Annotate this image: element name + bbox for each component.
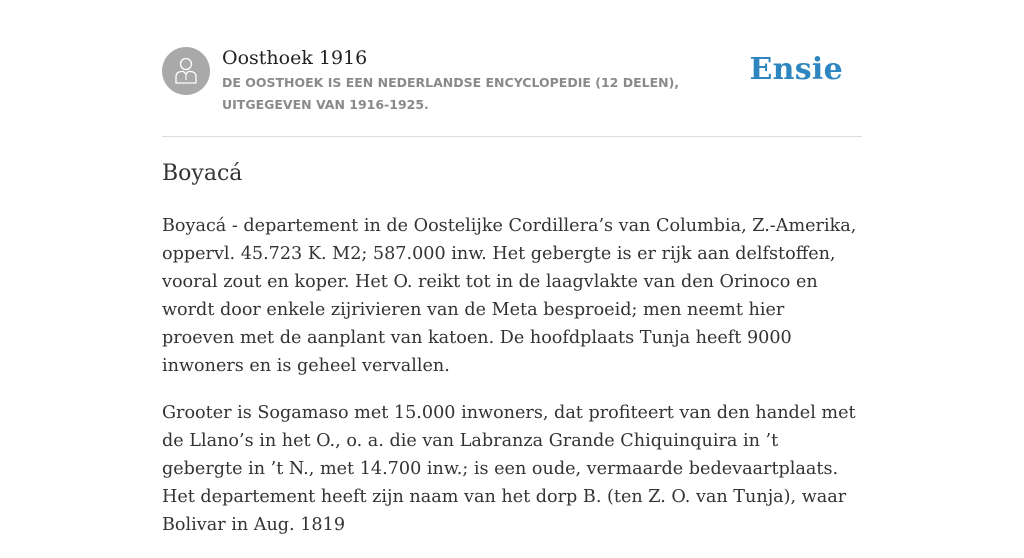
source-description: DE OOSTHOEK IS EEN NEDERLANDSE ENCYCLOPEDIE (12 DELEN), UITGEGEVEN VAN 1916-1925. (222, 75, 680, 112)
avatar[interactable] (162, 47, 210, 95)
article-title: Boyacá (162, 161, 243, 186)
user-icon (174, 56, 198, 84)
ensie-logo[interactable]: Ensie (749, 52, 843, 87)
article-paragraph: Grooter is Sogamaso met 15.000 inwoners, dat profiteert van den handel met de Llano’s in het O., o. a. die van Labranza Grande Chiquinquira in ’t gebergte in ’t N., met 14.700 inw.; is een oude, vermaarde bedevaartplaats. Het departement heeft zijn naam van het dorp B. (ten Z. O. van Tunja), waar Bolivar in Aug. 1819 (162, 403, 856, 535)
source-title[interactable]: Oosthoek 1916 (222, 47, 368, 69)
article-body (162, 212, 862, 558)
source-header (162, 46, 862, 137)
article-paragraph: Boyacá - departement in de Oostelijke Cordillera’s van Columbia, Z.-Amerika, oppervl. 45.723 K. M2; 587.000 inw. Het gebergte is er rijk aan delfstoffen, vooral zout en koper. Het O. reikt tot in de laagvlakte van den Orinoco en wordt door enkele zijrivieren van de Meta besproeid; men neemt hier proeven met de aanplant van katoen. De hoofdplaats Tunja heeft 9000 inwoners en is geheel vervallen. (162, 216, 857, 376)
